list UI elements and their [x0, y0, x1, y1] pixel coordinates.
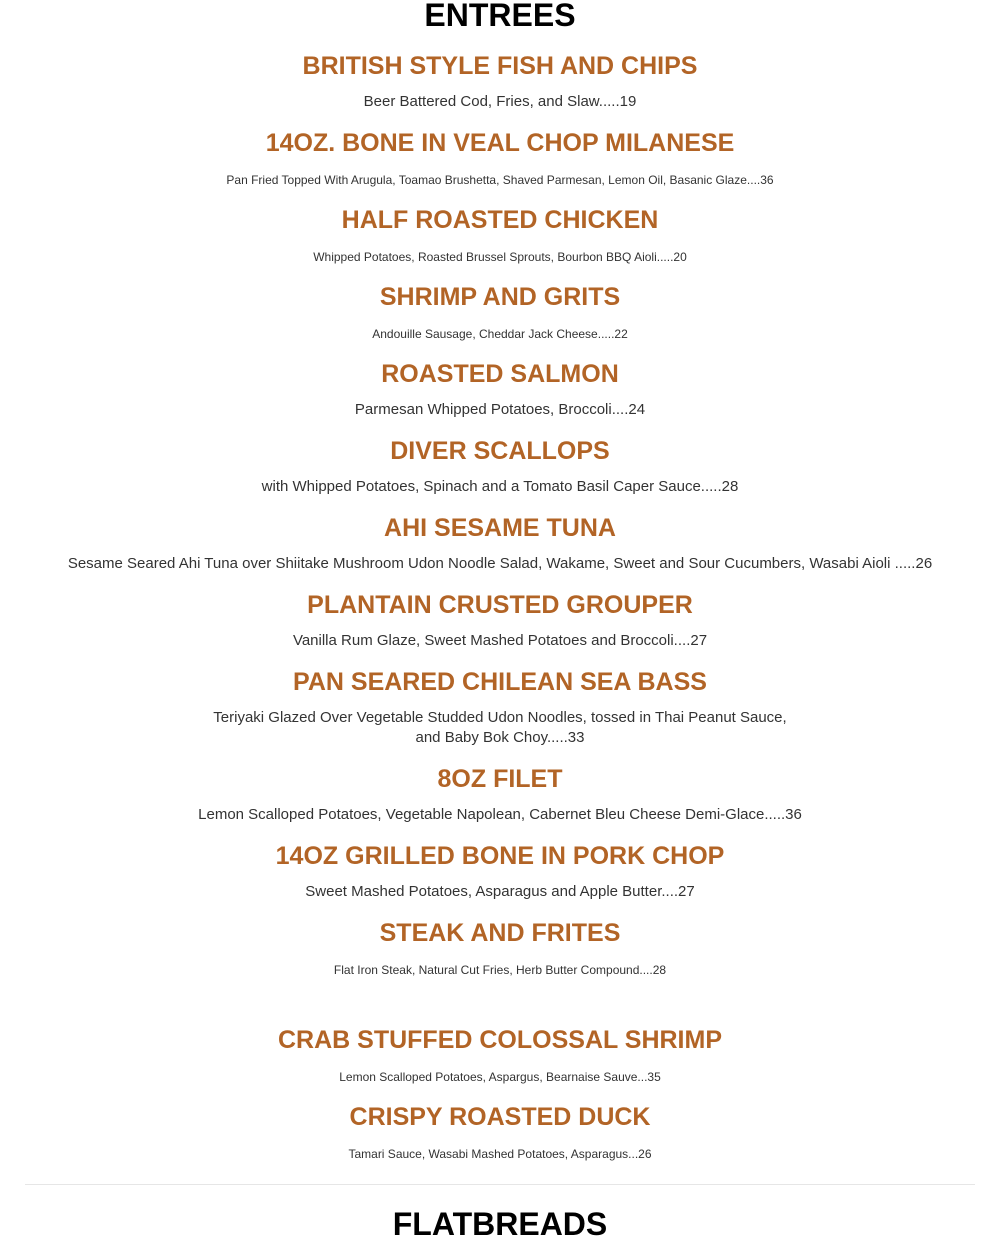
menu-item-description: Sweet Mashed Potatoes, Asparagus and Apple Butter....27 — [305, 883, 695, 900]
menu-item-name: 14OZ. BONE IN VEAL CHOP MILANESE — [265, 129, 735, 157]
menu-item-name: CRISPY ROASTED DUCK — [349, 1103, 651, 1131]
menu-item-name: BRITISH STYLE FISH AND CHIPS — [302, 52, 698, 80]
menu-item-description: Vanilla Rum Glaze, Sweet Mashed Potatoes and Broccoli....27 — [292, 632, 708, 649]
menu-item-name: 8OZ FILET — [437, 765, 563, 793]
section-title-entrees: ENTREES — [424, 0, 576, 33]
section-title-flatbreads: FLATBREADS — [392, 1206, 608, 1242]
menu-item-description: Teriyaki Glazed Over Vegetable Studded Udon Noodles, tossed in Thai Peanut Sauce, — [213, 709, 787, 726]
section-divider — [25, 1184, 975, 1185]
menu-item-name: DIVER SCALLOPS — [390, 437, 610, 465]
menu-item-description: Flat Iron Steak, Natural Cut Fries, Herb Butter Compound....28 — [333, 963, 667, 977]
menu-item-name: AHI SESAME TUNA — [384, 514, 616, 542]
menu-item-name: PLANTAIN CRUSTED GROUPER — [307, 591, 693, 619]
menu-item-description: Tamari Sauce, Wasabi Mashed Potatoes, Asparagus...26 — [348, 1147, 652, 1161]
menu-item-name: HALF ROASTED CHICKEN — [341, 206, 659, 234]
menu-item-name: 14OZ GRILLED BONE IN PORK CHOP — [275, 842, 725, 870]
menu-item-name: SHRIMP AND GRITS — [379, 283, 621, 311]
menu-item-description: Pan Fried Topped With Arugula, Toamao Brushetta, Shaved Parmesan, Lemon Oil, Basanic Glaze....36 — [226, 173, 774, 187]
menu-item-description: Lemon Scalloped Potatoes, Aspargus, Bearnaise Sauve...35 — [339, 1070, 661, 1084]
menu-item-name: STEAK AND FRITES — [379, 919, 621, 947]
menu-item-name: ROASTED SALMON — [381, 360, 619, 388]
menu-item-description: Sesame Seared Ahi Tuna over Shiitake Mushroom Udon Noodle Salad, Wakame, Sweet and Sour Cucumbers, Wasabi Aioli .....26 — [67, 555, 933, 572]
menu-item-name: CRAB STUFFED COLOSSAL SHRIMP — [278, 1026, 722, 1054]
menu-item-description: Parmesan Whipped Potatoes, Broccoli....24 — [354, 401, 646, 418]
menu-item-name: PAN SEARED CHILEAN SEA BASS — [293, 668, 707, 696]
menu-item-description: with Whipped Potatoes, Spinach and a Tomato Basil Caper Sauce.....28 — [261, 478, 739, 495]
menu-item-description: Beer Battered Cod, Fries, and Slaw.....19 — [363, 93, 637, 110]
menu-item-description: Whipped Potatoes, Roasted Brussel Sprouts, Bourbon BBQ Aioli.....20 — [313, 250, 687, 264]
menu-item-description: and Baby Bok Choy.....33 — [415, 729, 585, 746]
menu-item-description: Lemon Scalloped Potatoes, Vegetable Napolean, Cabernet Bleu Cheese Demi-Glace.....36 — [198, 806, 802, 823]
menu-item-description: Andouille Sausage, Cheddar Jack Cheese.....22 — [372, 327, 628, 341]
